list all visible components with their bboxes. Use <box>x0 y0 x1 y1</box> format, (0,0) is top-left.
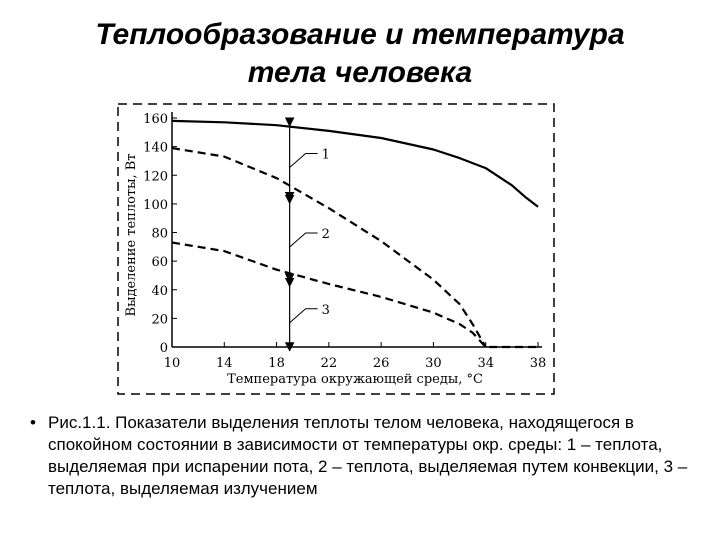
curve-label-2: 2 <box>321 226 330 242</box>
y-tick-label: 160 <box>143 112 168 127</box>
x-tick-label: 14 <box>216 356 233 371</box>
x-tick-label: 38 <box>529 356 547 371</box>
leader-line-3 <box>290 309 318 323</box>
y-tick-label: 100 <box>143 197 168 213</box>
slide-title-line-1: Теплообразование и температура <box>95 18 625 51</box>
caption-text: Рис.1.1. Показатели выделения теплоты телом человека, находящегося в спокойном состоянии в зависимости от температуры окр. среды: 1 – теплота, выделяемая при испарении пота, 2 – теплота, выделяемая путем конвекции, 3 – теплота, выделяемая излучением <box>48 413 688 498</box>
x-tick-label: 30 <box>425 356 442 371</box>
figure-caption <box>30 412 690 500</box>
y-axis-label: Выделение теплоты, Вт <box>124 153 139 317</box>
x-tick-label: 26 <box>372 356 390 371</box>
curve-label-3: 3 <box>321 302 330 318</box>
x-tick-label: 34 <box>477 356 494 371</box>
slide-title-line-2: тела человека <box>247 56 473 89</box>
x-tick-label: 10 <box>163 356 181 371</box>
series-line-3 <box>172 243 538 348</box>
y-tick-label: 0 <box>159 341 168 356</box>
leader-line-2 <box>290 233 318 247</box>
y-tick-label: 20 <box>151 312 168 328</box>
series-line-1 <box>172 121 538 207</box>
x-tick-label: 18 <box>268 356 285 371</box>
bullet-icon: • <box>30 413 36 432</box>
y-tick-label: 140 <box>143 140 168 156</box>
curve-label-1: 1 <box>321 147 330 163</box>
x-tick-label: 22 <box>320 356 338 371</box>
y-tick-label: 40 <box>151 283 168 299</box>
y-tick-label: 60 <box>151 255 168 271</box>
chart-frame <box>118 104 554 394</box>
y-tick-label: 80 <box>151 226 168 242</box>
leader-line-1 <box>290 154 318 168</box>
x-axis-label: Температура окружающей среды, °С <box>227 372 483 387</box>
y-tick-label: 120 <box>143 169 168 185</box>
